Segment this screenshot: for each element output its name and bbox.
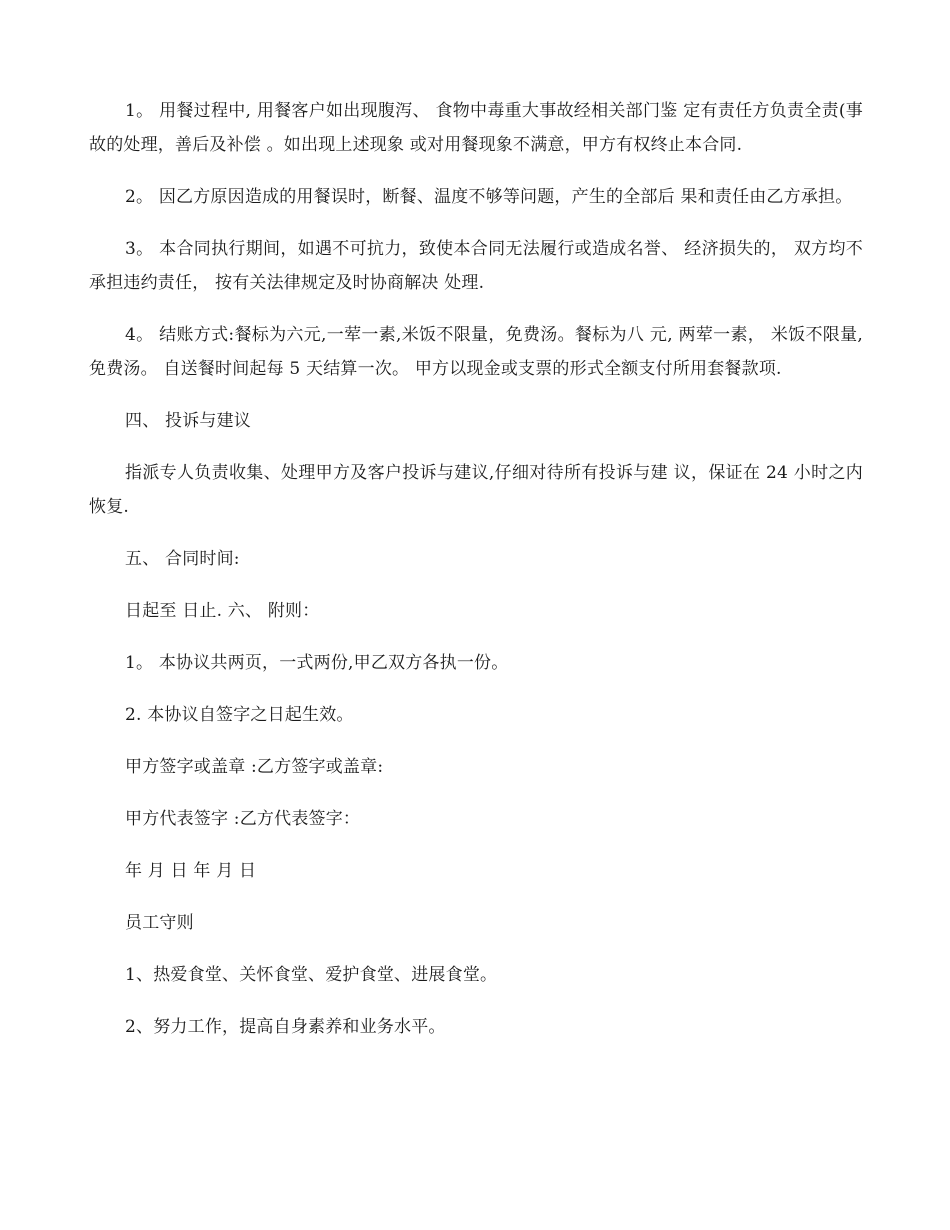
- staff-rule-1: 1、热爱食堂、关怀食堂、爱护食堂、进展食堂。: [125, 965, 498, 985]
- appendix-item-1: 1。 本协议共两页，一式两份,甲乙双方各执一份。: [125, 653, 509, 673]
- complaints-paragraph: 指派专人负责收集、处理甲方及客户投诉与建议,仔细对待所有投诉与建 议，保证在 24 小时之内恢复.: [89, 463, 863, 517]
- clause-1-paragraph: 1。 用餐过程中, 用餐客户如出现腹泻、 食物中毒重大事故经相关部门鉴 定有责任方负责全责(事故的处理，善后及补偿 。如出现上述现象 或对用餐现象不满意，甲方有权终止本合同.: [89, 101, 863, 155]
- clause-4-paragraph: 4。 结账方式:餐标为六元,一荤一素,米饭不限量，免费汤。餐标为八 元, 两荤一素， 米饭不限量, 免费汤。 自送餐时间起每 5 天结算一次。 甲方以现金或支票的形式全额支付所用套餐款项.: [89, 325, 863, 379]
- clause-2-paragraph: 2。 因乙方原因造成的用餐误时，断餐、温度不够等问题，产生的全部后 果和责任由乙方承担。: [125, 187, 853, 207]
- date-line: 年 月 日 年 月 日: [125, 861, 257, 881]
- clause-3-paragraph: 3。 本合同执行期间，如遇不可抗力，致使本合同无法履行或造成名誉、 经济损失的， 双方均不承担违约责任， 按有关法律规定及时协商解决 处理.: [89, 239, 863, 293]
- staff-rules-heading: 员工守则: [125, 913, 194, 933]
- signature-line-representatives: 甲方代表签字 :乙方代表签字：: [125, 809, 361, 829]
- section-heading-complaints: 四、 投诉与建议: [125, 411, 252, 431]
- signature-line-parties: 甲方签字或盖章 :乙方签字或盖章:: [125, 757, 384, 777]
- contract-period-line: 日起至 日止. 六、 附则：: [125, 601, 320, 621]
- appendix-item-2: 2. 本协议自签字之日起生效。: [125, 705, 354, 725]
- document-page: [89, 94, 863, 1062]
- section-heading-contract-time: 五、 合同时间:: [125, 549, 240, 569]
- staff-rule-2: 2、努力工作，提高自身素养和业务水平。: [125, 1017, 446, 1037]
